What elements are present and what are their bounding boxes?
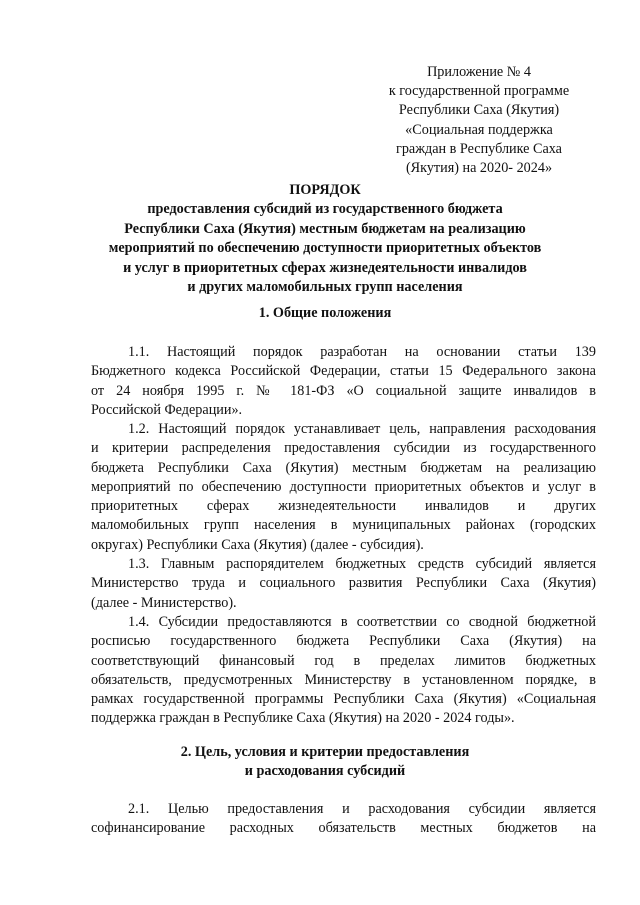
text-line: Министерство труда и социального развития Республики Саха (Якутия)	[91, 575, 596, 592]
text-line: маломобильных групп населения в муниципальных районах (городских	[91, 517, 596, 534]
text-line: 1.2. Настоящий порядок устанавливает цель, направления расходования	[128, 421, 596, 437]
text-line: росписью государственного бюджета Республики Саха (Якутия) на	[91, 633, 596, 650]
annex-line: (Якутия) на 2020- 2024»	[405, 160, 553, 177]
paragraph-1-3	[91, 555, 596, 613]
text-line: 1.1. Настоящий порядок разработан на основании статьи 139	[128, 344, 596, 360]
annex-header	[370, 63, 588, 178]
document-title	[70, 181, 580, 297]
paragraph-1-1	[91, 343, 596, 420]
text-line: бюджета Республики Саха (Якутия) местным бюджетам на реализацию	[91, 459, 596, 476]
annex-line: «Социальная поддержка	[405, 121, 553, 138]
title-line: Республики Саха (Якутия) местным бюджетам на реализацию	[124, 220, 526, 237]
text-line: 1.3. Главным распорядителем бюджетных средств субсидий является	[128, 556, 596, 572]
title-line: мероприятий по обеспечению доступности приоритетных объектов	[108, 240, 542, 257]
annex-line: к государственной программе	[388, 83, 570, 100]
text-line: мероприятий по обеспечению доступности приоритетных объектов и услуг в	[91, 478, 596, 495]
title-heading: ПОРЯДОК	[289, 182, 361, 198]
title-line: предоставления субсидий из государственного бюджета	[147, 201, 503, 218]
section-1-heading-text: 1. Общие положения	[258, 305, 392, 321]
title-line: и услуг в приоритетных сферах жизнедеятельности инвалидов	[123, 259, 527, 276]
text-line: округах) Республики Саха (Якутия) (далее - субсидия).	[91, 536, 424, 553]
text-line: рамках государственной программы Республики Саха (Якутия) «Социальная	[91, 691, 596, 708]
text-line: (далее - Министерство).	[91, 594, 237, 611]
paragraph-1-2	[91, 420, 596, 555]
section-2-heading-line: и расходования субсидий	[244, 763, 406, 780]
paragraph-2-1	[91, 800, 596, 839]
text-line: соответствующий финансовый год в пределах лимитов бюджетных	[91, 652, 596, 669]
text-line: Российской Федерации».	[91, 401, 243, 418]
text-line: Бюджетного кодекса Российской Федерации, статьи 15 Федерального закона	[91, 363, 596, 380]
annex-line: Приложение № 4	[427, 64, 531, 80]
text-line: от 24 ноября 1995 г. № 181-ФЗ «О социальной защите инвалидов в	[91, 382, 596, 399]
section-1-heading	[70, 304, 580, 323]
section-2-heading-line: 2. Цель, условия и критерии предоставления	[180, 744, 470, 760]
text-line: приоритетных сферах жизнедеятельности инвалидов и других	[91, 498, 596, 515]
text-line: и критерии распределения предоставления субсидии из государственного	[91, 440, 596, 457]
text-line: обязательств, предусмотренных Министерству в установленном порядке, в	[91, 671, 596, 688]
annex-line: граждан в Республике Саха	[396, 140, 562, 157]
text-line: софинансирование расходных обязательств местных бюджетов на	[91, 820, 596, 837]
text-line: 1.4. Субсидии предоставляются в соответствии со сводной бюджетной	[128, 614, 596, 630]
text-line: поддержка граждан в Республике Саха (Якутия) на 2020 - 2024 годы».	[91, 710, 515, 727]
section-2-heading	[70, 743, 580, 782]
text-line: 2.1. Целью предоставления и расходования субсидии является	[128, 801, 596, 817]
title-line: и других маломобильных групп населения	[187, 279, 463, 296]
paragraph-1-4	[91, 613, 596, 729]
annex-line: Республики Саха (Якутия)	[398, 102, 560, 119]
